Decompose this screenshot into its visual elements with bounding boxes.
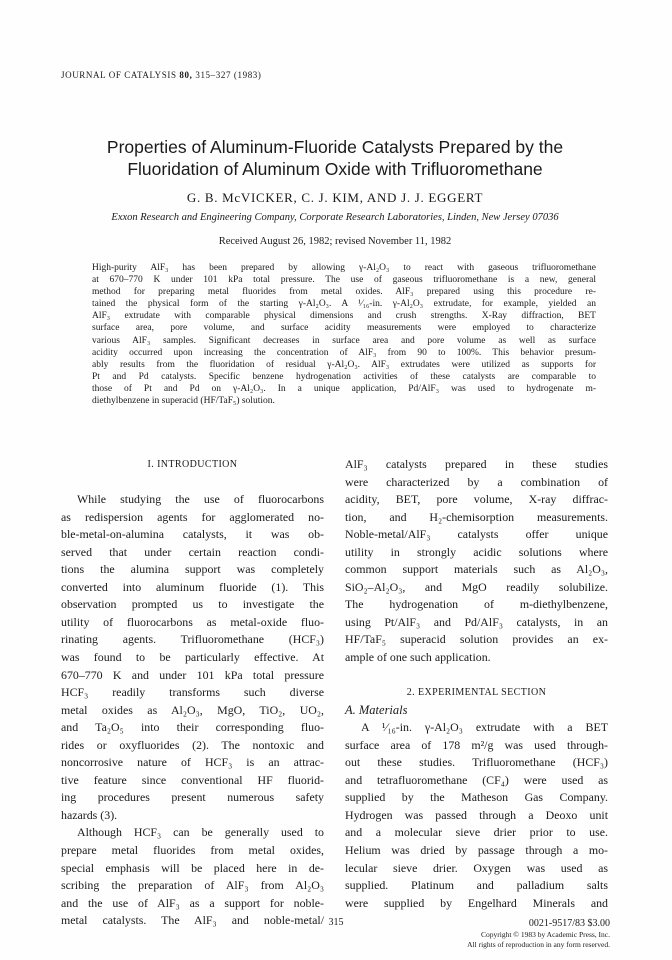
body-line: metal oxides as Al₂O₃, MgO, TiO₂, UO₂, [61, 702, 324, 717]
copyright-line: Copyright © 1983 by Academic Press, Inc. [480, 930, 610, 939]
body-line: converted into aluminum fluoride (1). This [61, 579, 324, 594]
body-line: were characterized by a combination of [345, 474, 608, 489]
body-line: Although HCF₃ can be generally used to [77, 825, 324, 840]
body-line: using Pt/AlF₃ and Pd/AlF₃ catalysts, in an [345, 614, 608, 629]
abstract-line: method for preparing metal fluorides from metal oxides. AlF₃ prepared using this procedure re- [92, 287, 596, 298]
abstract-line: at 670–770 K under 101 kPa total pressure. The use of gaseous trifluoromethane is a new, general [92, 275, 596, 286]
abstract-line: surface area, pore volume, and surface acidity measurements were employed to characterize [92, 323, 596, 334]
body-line: supplied. Platinum and palladium salts [345, 878, 608, 893]
body-line: ample of one such application. [345, 650, 491, 665]
left-column [61, 456, 324, 930]
body-line: tion, and H₂-chemisorption measurements. [345, 509, 608, 524]
body-line: HCF₃ readily transforms such diverse [61, 685, 324, 700]
received-dates: Received August 26, 1982; revised November 11, 1982 [218, 236, 452, 247]
abstract-line: various AlF₃ samples. Significant decreases in surface area and pore volume as well as surface [92, 335, 596, 346]
abstract-line: ably results from the fluoridation of residual γ-Al₂O₃. AlF₃ extrudates were utilized as supports for [92, 359, 596, 370]
body-line: AlF₃ catalysts prepared in these studies [345, 457, 608, 471]
body-line: The hydrogenation of m-diethylbenzene, [345, 597, 608, 612]
body-line: SiO₂–Al₂O₃, and MgO readily solubilize. [345, 579, 608, 594]
body-line: Helium was dried by passage through a mo- [345, 843, 608, 858]
body-line: tions the alumina support was completely [61, 562, 324, 577]
body-line: supplied by the Matheson Gas Company. [345, 790, 608, 805]
spacer [345, 667, 608, 685]
spacer [61, 474, 324, 492]
journal-name: JOURNAL OF CATALYSIS [61, 70, 177, 80]
body-line: out these studies. Trifluoromethane (HCF₃) [345, 755, 608, 770]
body-line: HF/TaF₅ superacid solution provides an ex- [345, 632, 608, 647]
abstract-line: Pt and Pd catalysts. Specific benzene hydrogenation activities of these catalysts are comparable to [92, 371, 596, 382]
body-line: observation prompted us to investigate the [61, 597, 324, 612]
body-line: Hydrogen was passed through a Deoxo unit [345, 807, 608, 822]
page-number: 315 [328, 917, 344, 928]
authors: G. B. McVICKER, C. J. KIM, AND J. J. EGGERT [186, 190, 484, 205]
body-line: common support materials such as Al₂O₃, [345, 562, 608, 577]
abstract-line: acidity occurred upon increasing the concentration of AlF₃ from 90 to 100%. This behavior presum- [92, 347, 596, 358]
paper-title [40, 136, 630, 180]
body-line: lecular sieve drier. Oxygen was used as [345, 860, 608, 875]
body-line: A ¹⁄₁₆-in. γ-Al₂O₃ extrudate with a BET [361, 720, 608, 735]
abstract-line: AlF₃ extrudate with comparable physical dimensions and crush strengths. X-Ray diffraction, BET [92, 311, 596, 322]
body-line: noncorrosive nature of HCF₃ is an attrac- [61, 755, 324, 770]
copyright-notice [380, 917, 610, 949]
body-line: ble-metal-on-alumina catalysts, it was ob- [61, 527, 324, 542]
abstract-line: High-purity AlF₃ has been prepared by allowing γ-Al₂O₃ to react with gaseous trifluoromethane [92, 263, 596, 273]
title-line: Fluoridation of Aluminum Oxide with Trifluoromethane [127, 159, 543, 179]
body-line: rides or oxyfluorides (2). The nontoxic and [61, 737, 324, 752]
affiliation: Exxon Research and Engineering Company, Corporate Research Laboratories, Linden, New Jersey 07036 [111, 212, 559, 223]
abstract-line: tained the physical form of the starting γ-Al₂O₃. A ¹⁄₁₆-in. γ-Al₂O₃ extrudate, for example, yielded an [92, 299, 596, 310]
body-line: were supplied by Engelhard Minerals and [345, 895, 608, 910]
journal-volume: 80, [179, 70, 193, 80]
body-line: While studying the use of fluorocarbons [77, 492, 324, 507]
body-line: utility of fluorocarbons as metal-oxide fluo- [61, 614, 324, 629]
body-line: as redispersion agents for agglomerated no- [61, 509, 324, 524]
body-line: special emphasis will be placed here in de- [61, 860, 324, 875]
journal-header [61, 70, 381, 80]
right-column [345, 456, 608, 912]
title-line: Properties of Aluminum-Fluoride Catalysts Prepared by the [106, 137, 564, 157]
rights-line: All rights of reproduction in any form reserved. [467, 939, 610, 949]
journal-pages: 315–327 (1983) [195, 70, 262, 80]
issn-price: 0021-9517/83 $3.00 [528, 918, 610, 929]
section-heading-experimental: 2. EXPERIMENTAL SECTION [406, 687, 547, 699]
section-heading-introduction: I. INTRODUCTION [147, 459, 238, 470]
body-line: scribing the preparation of AlF₃ from Al₂O₃ [61, 878, 324, 893]
body-line: acidity, BET, pore volume, X-ray diffrac- [345, 492, 608, 507]
body-line: surface area of 178 m²/g was used through- [345, 737, 608, 752]
body-line: and a molecular sieve drier prior to use. [345, 825, 608, 840]
body-line: utility in strongly acidic solutions where [345, 544, 608, 559]
abstract [92, 262, 596, 407]
body-line: prepare metal fluorides from metal oxides, [61, 843, 324, 858]
body-line: and Ta₂O₅ into their corresponding fluo- [61, 720, 324, 735]
body-line: tive feature since conventional HF fluorid- [61, 772, 324, 787]
body-line: rinating agents. Trifluoromethane (HCF₃) [61, 632, 324, 647]
body-line: hazards (3). [61, 807, 118, 822]
body-line: was found to be particularly effective. At [61, 650, 324, 665]
body-line: ing procedures present numerous safety [61, 790, 324, 805]
abstract-line: diethylbenzene in superacid (HF/TaF₅) solution. [92, 396, 275, 407]
body-line: metal catalysts. The AlF₃ and noble-metal/ [61, 913, 324, 928]
subsection-heading-materials: A. Materials [345, 702, 408, 717]
abstract-line: those of Pt and Pd on γ-Al₂O₃. In a unique application, Pd/AlF₃ was used to hydrogenate m- [92, 383, 596, 394]
body-line: served that under certain reaction condi- [61, 544, 324, 559]
body-line: and the use of AlF₃ as a support for noble- [61, 895, 324, 910]
body-line: Noble-metal/AlF₃ catalysts offer unique [345, 527, 608, 542]
body-line: and tetrafluoromethane (CF₄) were used as [345, 772, 608, 787]
body-line: 670–770 K and under 101 kPa total pressure [61, 667, 324, 682]
